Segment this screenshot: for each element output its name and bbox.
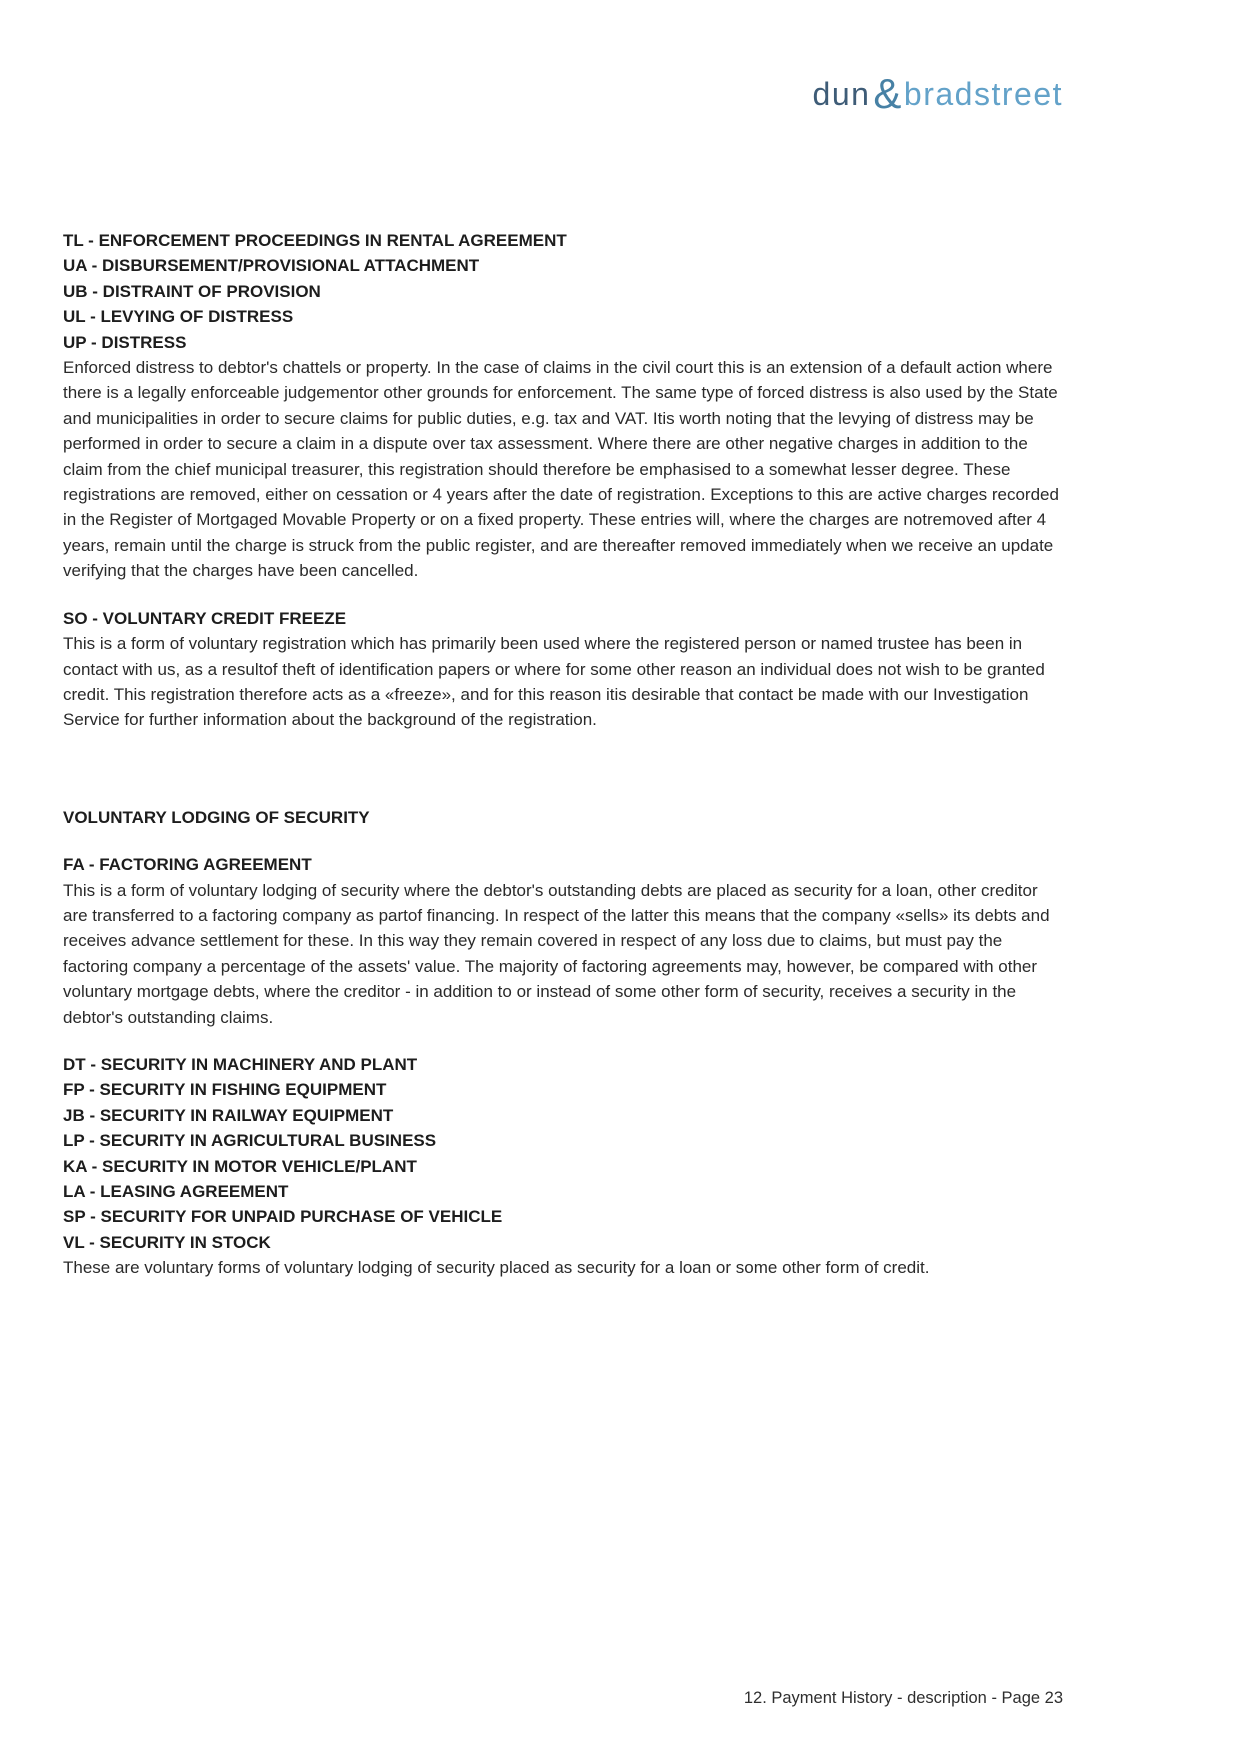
code-heading-tl: TL - ENFORCEMENT PROCEEDINGS IN RENTAL AGREEMENT xyxy=(63,231,567,250)
code-heading-sp: SP - SECURITY FOR UNPAID PURCHASE OF VEHICLE xyxy=(63,1207,503,1227)
code-heading-ub: UB - DISTRAINT OF PROVISION xyxy=(63,281,321,301)
code-heading-fp: FP - SECURITY IN FISHING EQUIPMENT xyxy=(63,1080,387,1100)
code-heading-jb: JB - SECURITY IN RAILWAY EQUIPMENT xyxy=(63,1105,394,1125)
enforcement-code-list xyxy=(63,228,1066,355)
code-heading-dt: DT - SECURITY IN MACHINERY AND PLANT xyxy=(63,1054,418,1074)
distress-description-paragraph: Enforced distress to debtor's chattels or property. In the case of claims in the civil court this is an extension of a default action where there is a legally enforceable judgementor other grounds for enforcement. The same type of forced distress is also used by the State and municipalities in order to secure claims for public duties, e.g. tax and VAT. Itis worth noting that the levying of distress may be performed in order to secure a claim in a dispute over tax assessment. Where there are other negative charges in addition to the claim from the chief municipal treasurer, this registration should therefore be emphasised to a somewhat lesser degree. These registrations are removed, either on cessation or 4 years after the date of registration. Exceptions to this are active charges recorded in the Register of Mortgaged Movable Property or on a fixed property. These entries will, where the charges are notremoved after 4 years, remain until the charge is struck from the public register, and are thereafter removed immediately when we receive an update verifying that the charges have been cancelled. xyxy=(63,358,1059,581)
page-footer: 12. Payment History - description - Page 23 xyxy=(743,1689,1063,1707)
logo-dun-text: dun xyxy=(812,76,871,112)
security-code-list xyxy=(63,1052,1066,1255)
code-heading-so: SO - VOLUNTARY CREDIT FREEZE xyxy=(63,608,347,628)
code-heading-ka: KA - SECURITY IN MOTOR VEHICLE/PLANT xyxy=(63,1156,417,1176)
document-content xyxy=(63,228,1066,1281)
section-title-voluntary-lodging: VOLUNTARY LODGING OF SECURITY xyxy=(63,807,370,827)
logo-ampersand-icon: & xyxy=(873,70,903,117)
dun-bradstreet-logo xyxy=(812,70,1063,117)
code-heading-fa: FA - FACTORING AGREEMENT xyxy=(63,855,312,875)
code-heading-lp: LP - SECURITY IN AGRICULTURAL BUSINESS xyxy=(63,1131,437,1151)
code-heading-up: UP - DISTRESS xyxy=(63,332,187,352)
code-heading-ua: UA - DISBURSEMENT/PROVISIONAL ATTACHMENT xyxy=(63,256,480,276)
logo-bradstreet-text: bradstreet xyxy=(903,76,1063,112)
code-heading-ul: UL - LEVYING OF DISTRESS xyxy=(63,307,294,327)
code-heading-vl: VL - SECURITY IN STOCK xyxy=(63,1232,271,1252)
credit-freeze-paragraph: This is a form of voluntary registration which has primarily been used where the registered person or named trustee has been in contact with us, as a resultof theft of identification papers or where for some other reason an individual does not wish to be granted credit. This registration therefore acts as a «freeze», and for this reason itis desirable that contact be made with our Investigation Service for further information about the background of the registration. xyxy=(63,634,1045,730)
code-heading-la: LA - LEASING AGREEMENT xyxy=(63,1182,289,1201)
security-closing-paragraph: These are voluntary forms of voluntary lodging of security placed as security for a loan or some other form of credit. xyxy=(63,1258,930,1278)
factoring-paragraph: This is a form of voluntary lodging of security where the debtor's outstanding debts are placed as security for a loan, other creditor are transferred to a factoring company as partof financing. In respect of the latter this means that the company «sells» its debts and receives advance settlement for these. In this way they remain covered in respect of any loss due to claims, but must pay the factoring company a percentage of the assets' value. The majority of factoring agreements may, however, be compared with other voluntary mortgage debts, where the creditor - in addition to or instead of some other form of security, receives a security in the debtor's outstanding claims. xyxy=(63,880,1050,1027)
